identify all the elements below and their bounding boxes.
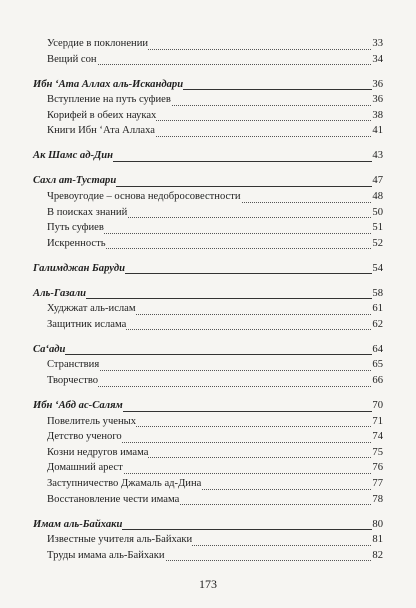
toc-section-entry — [0, 92, 416, 108]
toc-entry-title: Восстановление чести имама — [47, 492, 179, 508]
toc-entry-page: 51 — [372, 220, 383, 236]
toc-entry-title: Ак Шамс ад-Дин — [33, 148, 113, 164]
toc-entry-page: 41 — [372, 123, 383, 139]
toc-section-entry — [0, 429, 416, 445]
toc-section-entry — [0, 476, 416, 492]
toc-entry-page: 52 — [372, 236, 383, 252]
toc-entry-title: Усердие в поклонении — [47, 36, 148, 52]
toc-entry-title: В поисках знаний — [47, 205, 127, 221]
toc-chapter-entry — [0, 261, 416, 277]
toc-entry-page: 65 — [372, 357, 383, 373]
toc-chapter-entry — [0, 173, 416, 189]
toc-entry-page: 81 — [372, 532, 383, 548]
toc-entry-title: Са‘ади — [33, 342, 65, 358]
toc-entry-page: 77 — [372, 476, 383, 492]
toc-section-entry — [0, 189, 416, 205]
toc-entry-title: Чревоугодие – основа недобросовестности — [47, 189, 241, 205]
toc-section-entry — [0, 301, 416, 317]
toc-entry-page: 62 — [372, 317, 383, 333]
toc-section-entry — [0, 108, 416, 124]
toc-entry-page: 78 — [372, 492, 383, 508]
toc-chapter-entry — [0, 77, 416, 93]
toc-section-entry — [0, 52, 416, 68]
toc-entry-title: Ибн ‘Абд ас-Салям — [33, 398, 123, 414]
toc-section-entry — [0, 492, 416, 508]
toc-chapter-entry — [0, 342, 416, 358]
toc-entry-title: Искренность — [47, 236, 106, 252]
toc-entry-title: Странствия — [47, 357, 99, 373]
toc-chapter-rule — [33, 354, 383, 355]
toc-entry-page: 38 — [372, 108, 383, 124]
toc-entry-title: Домашний арест — [47, 460, 123, 476]
toc-section-entry — [0, 220, 416, 236]
toc-section-entry — [0, 548, 416, 564]
toc-section-entry — [0, 236, 416, 252]
toc-entry-page: 48 — [372, 189, 383, 205]
toc-entry-title: Путь суфиев — [47, 220, 104, 236]
toc-section-entry — [0, 373, 416, 389]
toc-entry-title: Книги Ибн ‘Ата Аллаха — [47, 123, 155, 139]
toc-entry-page: 43 — [372, 148, 383, 164]
toc-entry-page: 54 — [372, 261, 383, 277]
toc-entry-page: 74 — [372, 429, 383, 445]
toc-leader-dots — [47, 64, 383, 65]
toc-entry-page: 66 — [372, 373, 383, 389]
toc-entry-page: 58 — [372, 286, 383, 302]
toc-entry-title: Труды имама аль-Байхаки — [47, 548, 165, 564]
toc-section-entry — [0, 205, 416, 221]
toc-entry-title: Галимджан Баруди — [33, 261, 125, 277]
toc-chapter-entry — [0, 286, 416, 302]
toc-entry-title: Корифей в обеих науках — [47, 108, 156, 124]
toc-entry-page: 70 — [372, 398, 383, 414]
toc-entry-title: Вступление на путь суфиев — [47, 92, 171, 108]
toc-entry-title: Худжжат аль-ислам — [47, 301, 136, 317]
toc-section-entry — [0, 460, 416, 476]
toc-entry-title: Заступничество Джамаль ад-Дина — [47, 476, 201, 492]
toc-section-entry — [0, 357, 416, 373]
toc-entry-title: Аль-Газали — [33, 286, 86, 302]
toc-entry-title: Защитник ислама — [47, 317, 126, 333]
table-of-contents — [0, 36, 416, 563]
toc-entry-title: Козни недругов имама — [47, 445, 148, 461]
toc-chapter-entry — [0, 148, 416, 164]
toc-entry-title: Вещий сон — [47, 52, 97, 68]
toc-entry-page: 34 — [372, 52, 383, 68]
toc-entry-title: Имам аль-Байхаки — [33, 517, 122, 533]
toc-entry-page: 61 — [372, 301, 383, 317]
toc-entry-title: Детство ученого — [47, 429, 122, 445]
toc-entry-page: 33 — [372, 36, 383, 52]
toc-entry-title: Повелитель ученых — [47, 414, 136, 430]
page-number: 173 — [199, 577, 217, 591]
toc-entry-title: Творчество — [47, 373, 98, 389]
toc-entry-page: 75 — [372, 445, 383, 461]
toc-entry-page: 82 — [372, 548, 383, 564]
toc-section-entry — [0, 414, 416, 430]
toc-entry-page: 50 — [372, 205, 383, 221]
toc-entry-title: Известные учителя аль-Байхаки — [47, 532, 192, 548]
toc-entry-page: 76 — [372, 460, 383, 476]
toc-section-entry — [0, 123, 416, 139]
toc-entry-title: Ибн ‘Ата Аллах аль-Искандари — [33, 77, 183, 93]
toc-entry-title: Сахл ат-Тустари — [33, 173, 116, 189]
toc-section-entry — [0, 532, 416, 548]
toc-entry-page: 71 — [372, 414, 383, 430]
toc-section-entry — [0, 36, 416, 52]
toc-entry-page: 80 — [372, 517, 383, 533]
toc-section-entry — [0, 317, 416, 333]
toc-entry-page: 36 — [372, 77, 383, 93]
toc-chapter-entry — [0, 517, 416, 533]
toc-entry-page: 64 — [372, 342, 383, 358]
toc-section-entry — [0, 445, 416, 461]
toc-chapter-entry — [0, 398, 416, 414]
toc-entry-page: 47 — [372, 173, 383, 189]
toc-entry-page: 36 — [372, 92, 383, 108]
